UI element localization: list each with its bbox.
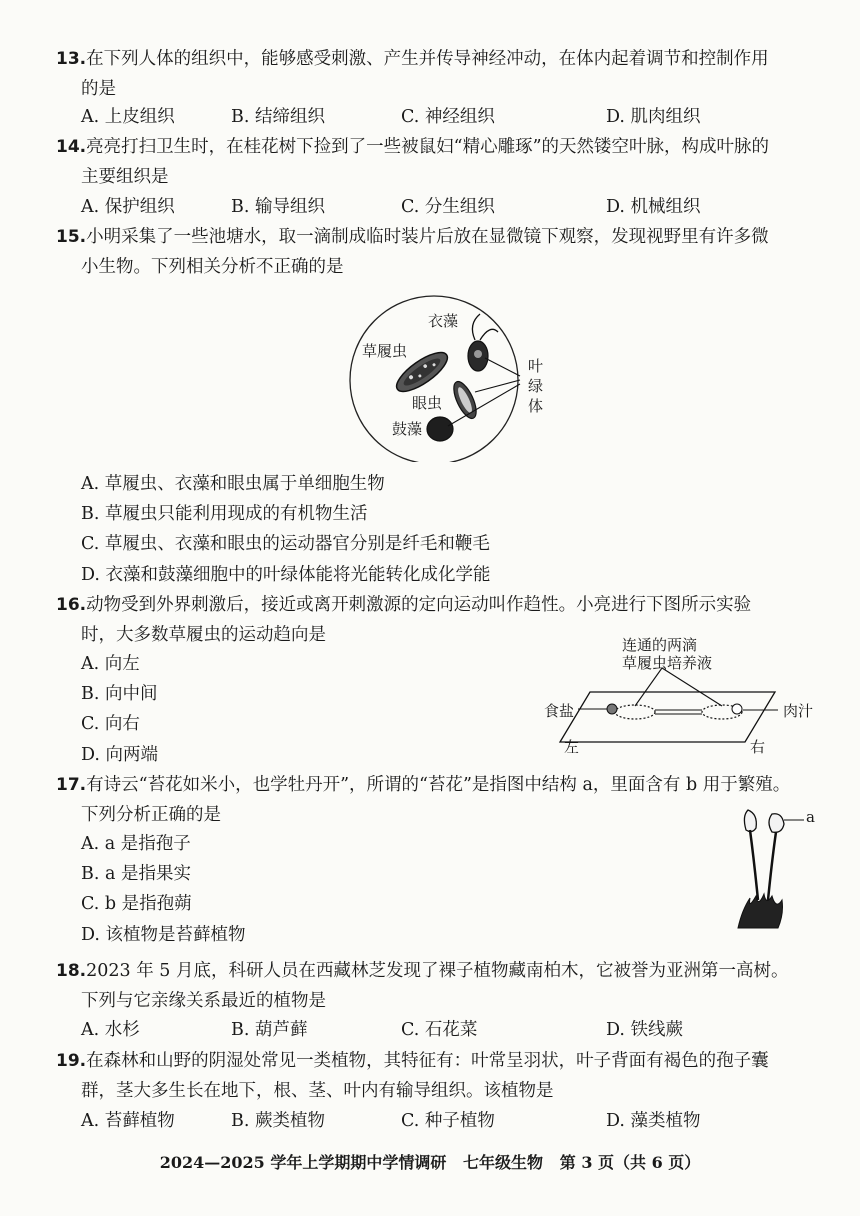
label-a: a	[806, 808, 815, 826]
question-15	[56, 222, 826, 282]
label-salt: 食盐	[544, 702, 575, 720]
broth-drop	[732, 704, 742, 714]
question-text-cont: 群，茎大多生长在地下，根、茎、叶内有输导组织。该植物是	[81, 1081, 554, 1101]
question-number: 19.	[56, 1051, 87, 1071]
slide-experiment-figure	[540, 630, 830, 760]
option-a[interactable]: A. 苔藓植物	[81, 1111, 175, 1131]
label-desmid: 鼓藻	[392, 420, 423, 438]
question-number: 17.	[56, 775, 87, 795]
option-c[interactable]: C. 种子植物	[401, 1111, 495, 1131]
question-14	[56, 132, 826, 192]
question-number: 16.	[56, 595, 87, 615]
question-18	[56, 956, 826, 1016]
question-text: 2023 年 5 月底，科研人员在西藏林芝发现了裸子植物藏南柏木，它被誉为亚洲第一高树。	[86, 961, 789, 981]
option-d[interactable]: D. 藻类植物	[606, 1111, 701, 1131]
question-text-cont: 主要组织是	[81, 167, 169, 187]
page-footer: 2024—2025 学年上学期期中学情调研 七年级生物 第 3 页（共 6 页）	[159, 1153, 701, 1172]
question-text: 在森林和山野的阴湿处常见一类植物，其特征有：叶常呈羽状，叶子背面有褐色的孢子囊	[86, 1051, 769, 1071]
label-euglena: 眼虫	[412, 394, 443, 412]
question-text: 在下列人体的组织中，能够感受刺激、产生并传导神经冲动，在体内起着调节和控制作用	[86, 49, 769, 69]
question-17	[56, 770, 826, 830]
question-number: 14.	[56, 137, 87, 157]
option-b[interactable]: B. 蕨类植物	[231, 1111, 325, 1131]
question-number: 13.	[56, 49, 87, 69]
question-text-cont: 的是	[81, 79, 116, 99]
option-a[interactable]: A. 水杉	[81, 1020, 140, 1040]
option-d[interactable]: D. 肌肉组织	[606, 107, 701, 127]
question-number: 15.	[56, 227, 87, 247]
question-19	[56, 1046, 826, 1106]
question-text: 动物受到外界刺激后，接近或离开刺激源的定向运动叫作趋性。小亮进行下图所示实验	[86, 595, 752, 615]
option-d[interactable]: D. 衣藻和鼓藻细胞中的叶绿体能将光能转化成化学能	[81, 565, 491, 585]
option-d[interactable]: D. 该植物是苔藓植物	[81, 925, 246, 945]
question-text: 有诗云“苔花如米小，也学牡丹开”，所谓的“苔花”是指图中结构 a，里面含有 b 用于繁殖。	[86, 775, 791, 795]
label-broth: 肉汁	[783, 702, 814, 720]
option-b[interactable]: B. 葫芦藓	[231, 1020, 308, 1040]
moss-figure	[728, 800, 828, 932]
capsule-left	[744, 810, 756, 832]
desmid-drawing	[427, 417, 453, 441]
option-a[interactable]: A. 向左	[81, 654, 140, 674]
label-culture: 草履虫培养液	[622, 654, 713, 672]
microscope-field-figure	[340, 292, 580, 462]
microscope-field-svg	[340, 292, 580, 462]
question-text-cont: 小生物。下列相关分析不正确的是	[81, 257, 344, 277]
option-b[interactable]: B. 草履虫只能利用现成的有机物生活	[81, 504, 368, 524]
question-text: 亮亮打扫卫生时，在桂花树下捡到了一些被鼠妇“精心雕琢”的天然镂空叶脉，构成叶脉的	[86, 137, 770, 157]
option-c[interactable]: C. 分生组织	[401, 197, 495, 217]
question-number: 18.	[56, 961, 87, 981]
euglena-drawing	[449, 378, 480, 421]
option-a[interactable]: A. a 是指孢子	[81, 834, 191, 854]
option-d[interactable]: D. 铁线蕨	[606, 1020, 684, 1040]
option-c[interactable]: C. 石花菜	[401, 1020, 478, 1040]
option-b[interactable]: B. 输导组织	[231, 197, 325, 217]
question-text-cont: 下列与它亲缘关系最近的植物是	[81, 991, 326, 1011]
moss-leaves	[738, 894, 783, 928]
label-left: 左	[564, 738, 580, 756]
label-chlamydomonas: 衣藻	[428, 312, 459, 330]
label-chloroplast: 叶绿体	[528, 357, 544, 415]
capsule-right	[769, 814, 784, 833]
option-d[interactable]: D. 机械组织	[606, 197, 701, 217]
option-b[interactable]: B. 结缔组织	[231, 107, 325, 127]
label-paramecium: 草履虫	[362, 342, 408, 360]
option-b[interactable]: B. a 是指果实	[81, 864, 191, 884]
question-text-cont: 时，大多数草履虫的运动趋向是	[81, 625, 326, 645]
option-a[interactable]: A. 草履虫、衣藻和眼虫属于单细胞生物	[81, 474, 385, 494]
option-b[interactable]: B. 向中间	[81, 684, 158, 704]
left-drop	[615, 705, 655, 719]
option-a[interactable]: A. 上皮组织	[81, 107, 175, 127]
salt-grain	[607, 704, 617, 714]
option-a[interactable]: A. 保护组织	[81, 197, 175, 217]
option-c[interactable]: C. 向右	[81, 714, 140, 734]
question-text: 小明采集了一些池塘水，取一滴制成临时装片后放在显微镜下观察，发现视野里有许多微	[86, 227, 769, 247]
option-c[interactable]: C. b 是指孢蒴	[81, 894, 192, 914]
question-text-cont: 下列分析正确的是	[81, 805, 221, 825]
label-right: 右	[750, 738, 766, 756]
option-c[interactable]: C. 神经组织	[401, 107, 495, 127]
label-connected-drops: 连通的两滴	[622, 636, 698, 654]
option-d[interactable]: D. 向两端	[81, 745, 159, 765]
question-13	[56, 44, 826, 104]
option-c[interactable]: C. 草履虫、衣藻和眼虫的运动器官分别是纤毛和鞭毛	[81, 534, 490, 554]
glass-slide	[560, 692, 775, 742]
